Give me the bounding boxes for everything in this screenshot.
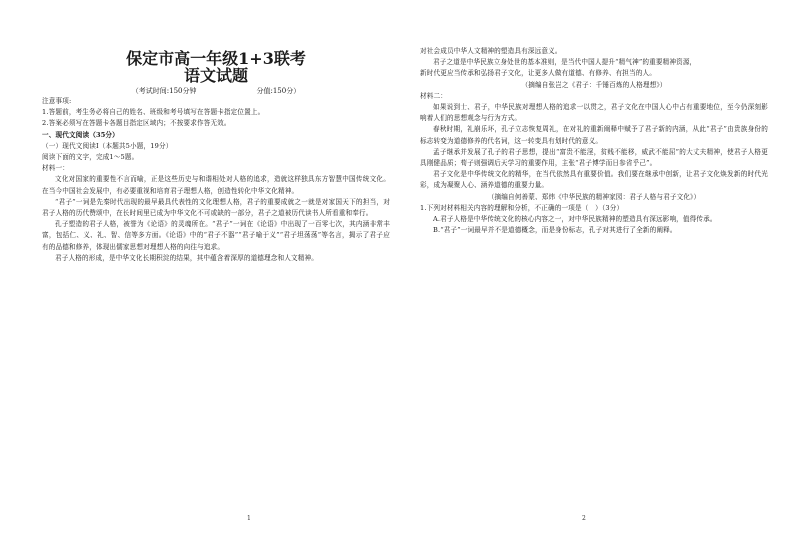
reading-instruction: 阅读下面的文字，完成1～5题。 <box>42 153 139 162</box>
page-2 <box>420 0 768 534</box>
page-number: 1 <box>247 515 251 522</box>
material-2-label: 材料二： <box>420 91 447 100</box>
paragraph: 君子之道是中华民族立身处世的基本准则，是当代中国人提升“精气神”的重要精神资源， <box>433 58 697 67</box>
paragraph: 如果说到士、君子，中华民族对理想人格的追求一以贯之，君子文化在中国人心中占有重要地位，至今仍深刻影响着人们的思想观念与行为方式。 <box>420 103 768 123</box>
paragraph: 新时代更应当传承和弘扬君子文化，让更多人做有道德、有修养、有担当的人。 <box>420 69 657 78</box>
exam-subtitle: 语文试题 <box>183 66 248 85</box>
paragraph: 孟子继承并发展了孔子的君子思想，提出“富贵不能淫，贫贱不能移，威武不能屈”的大丈夫精神，使君子人格更具刚健品质；荀子则强调后天学习的重要作用，主张“君子博学而日参省乎己”。 <box>420 147 768 168</box>
subsection-heading: （一）现代文阅读Ⅰ（本题共5小题，19分） <box>42 141 173 150</box>
paragraph: 孔子塑造的君子人格，被誉为《论语》的灵魂所在。“君子”一词在《论语》中出现了一百零七次，其内涵非常丰富，包括仁、义、礼、智、信等多方面。《论语》中的“君子不器”“君子喻于义”“君子坦荡荡”等名言，揭示了君子应有的品德和修养，体现出儒家思想对理想人格的向往与追求。 <box>42 220 390 251</box>
page-number: 2 <box>582 515 586 522</box>
notice-1: 1.答题前，考生务必将自己的姓名、班级和考号填写在答题卡指定位置上。 <box>42 108 265 117</box>
notice-heading: 注意事项: <box>42 97 72 105</box>
paragraph: “君子”一词是先秦时代出现的最早最具代表性的文化理想人格，君子的重要成就之一就是对家国天下的担当，对君子人格的历代赞颂中，在长时间里已成为中华文化不可或缺的一部分，君子之道被历代读书人所看重和奉行。 <box>42 197 390 218</box>
paragraph: 文化对国家的重要性不言而喻，正是这些历史与和谐相处对人格的追求，造就这样独具东方智慧中国传统文化。在当今中国社会发展中，有必要重视和培育君子理想人格，创造性转化中华文化精神。 <box>42 175 390 195</box>
notice-2: 2.答案必须写在答题卡各题目指定区域内；不按要求作答无效。 <box>42 119 231 128</box>
paragraph: 君子文化是中华传统文化的精华，在当代依然具有重要价值。我们要在继承中创新，让君子文化焕发新的时代光彩，成为凝聚人心、涵养道德的重要力量。 <box>420 170 768 190</box>
paragraph: 君子人格的形成，是中华文化长期积淀的结果，其中蕴含着深厚的道德理念和人文精神。 <box>55 253 319 262</box>
source-citation: （摘编自张岂之《君子：千锤百炼的人格理想》） <box>521 80 667 89</box>
option-a: A.君子人格是中华传统文化的核心内容之一，对中华民族精神的塑造具有深远影响，值得传承。 <box>433 215 717 224</box>
paragraph: 春秋时期，礼崩乐坏，孔子立志恢复周礼，在对礼的重新阐释中赋予了君子新的内涵，从此“君子”由贵族身份的标志转变为道德修养的代名词，这一转变具有划时代的意义。 <box>420 125 768 145</box>
exam-time: （考试时间:150分钟 <box>131 87 197 95</box>
source-citation: （摘编自何善蒙、郑炜《中华民族的精神家园：君子人格与君子文化》） <box>487 192 701 201</box>
material-1-label: 材料一： <box>42 164 69 173</box>
exam-meta <box>42 86 390 96</box>
exam-title: 保定市高一年级1+3联考 <box>126 49 306 68</box>
option-b: B.“君子”一词最早并不是道德概念，而是身份标志，孔子对其进行了全新的阐释。 <box>433 226 677 235</box>
exam-score: 分值:150分） <box>256 87 301 95</box>
paragraph: 对社会成员中华人文精神的塑造具有深远意义。 <box>420 47 562 55</box>
section-heading: 一、现代文阅读（35分） <box>42 130 119 139</box>
question-1: 1.下列对材料相关内容的理解和分析，不正确的一项是（ ）（3分） <box>420 203 624 212</box>
page-1 <box>42 0 390 534</box>
